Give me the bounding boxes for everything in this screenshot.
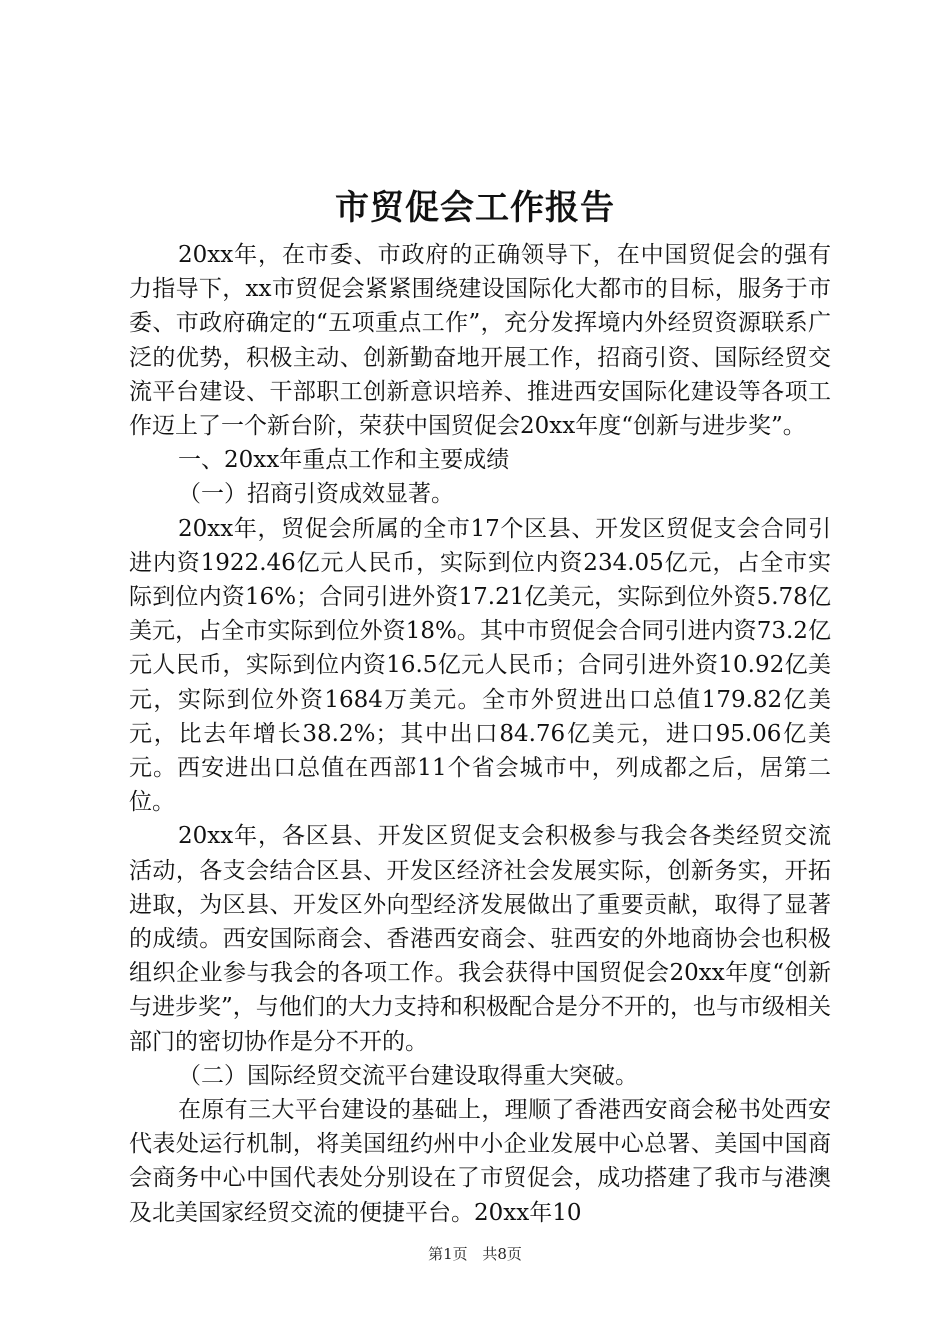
page-total: 共8页: [482, 1245, 522, 1263]
document-body: [129, 238, 831, 1230]
paragraph-investment: 20xx年，贸促会所属的全市17个区县、开发区贸促支会合同引进内资1922.46亿元人民币，实际到位内资234.05亿元，占全市实际到位内资16%；合同引进外资17.21亿美元，实际到位外资5.78亿美元，占全市实际到位外资18%。其中市贸促会合同引进内资73.2亿元人民币，实际到位内资16.5亿元人民币；合同引进外资10.92亿美元，实际到位外资1684万美元。全市外贸进出口总值179.82亿美元，比去年增长38.2%；其中出口84.76亿美元，进口95.06亿美元。西安进出口总值在西部11个省会城市中，列成都之后，居第二位。: [129, 515, 831, 816]
page-number: 第1页: [428, 1245, 468, 1263]
paragraph-intro: 20xx年，在市委、市政府的正确领导下，在中国贸促会的强有力指导下，xx市贸促会紧紧围绕建设国际化大都市的目标，服务于市委、市政府确定的“五项重点工作”，充分发挥境内外经贸资源联系广泛的优势，积极主动、创新勤奋地开展工作，招商引资、国际经贸交流平台建设、干部职工创新意识培养、推进西安国际化建设等各项工作迈上了一个新台阶，荣获中国贸促会20xx年度“创新与进步奖”。: [129, 242, 831, 440]
subsection-heading-2: （二）国际经贸交流平台建设取得重大突破。: [178, 1062, 638, 1089]
page-title: 市贸促会工作报告: [335, 188, 615, 228]
page-footer: [0, 1244, 950, 1264]
subsection-heading-1: （一）招商引资成效显著。: [178, 481, 454, 508]
section-heading-1: 一、20xx年重点工作和主要成绩: [178, 447, 510, 474]
paragraph-platform: 在原有三大平台建设的基础上，理顺了香港西安商会秘书处西安代表处运行机制，将美国纽约州中小企业发展中心总署、美国中国商会商务中心中国代表处分别设在了市贸促会，成功搭建了我市与港澳及北美国家经贸交流的便捷平台。20xx年10: [129, 1097, 831, 1226]
paragraph-branches: 20xx年，各区县、开发区贸促支会积极参与我会各类经贸交流活动，各支会结合区县、开发区经济社会发展实际，创新务实，开拓进取，为区县、开发区外向型经济发展做出了重要贡献，取得了显著的成绩。西安国际商会、香港西安商会、驻西安的外地商协会也积极组织企业参与我会的各项工作。我会获得中国贸促会20xx年度“创新与进步奖”，与他们的大力支持和积极配合是分不开的，也与市级相关部门的密切协作是分不开的。: [129, 823, 831, 1055]
